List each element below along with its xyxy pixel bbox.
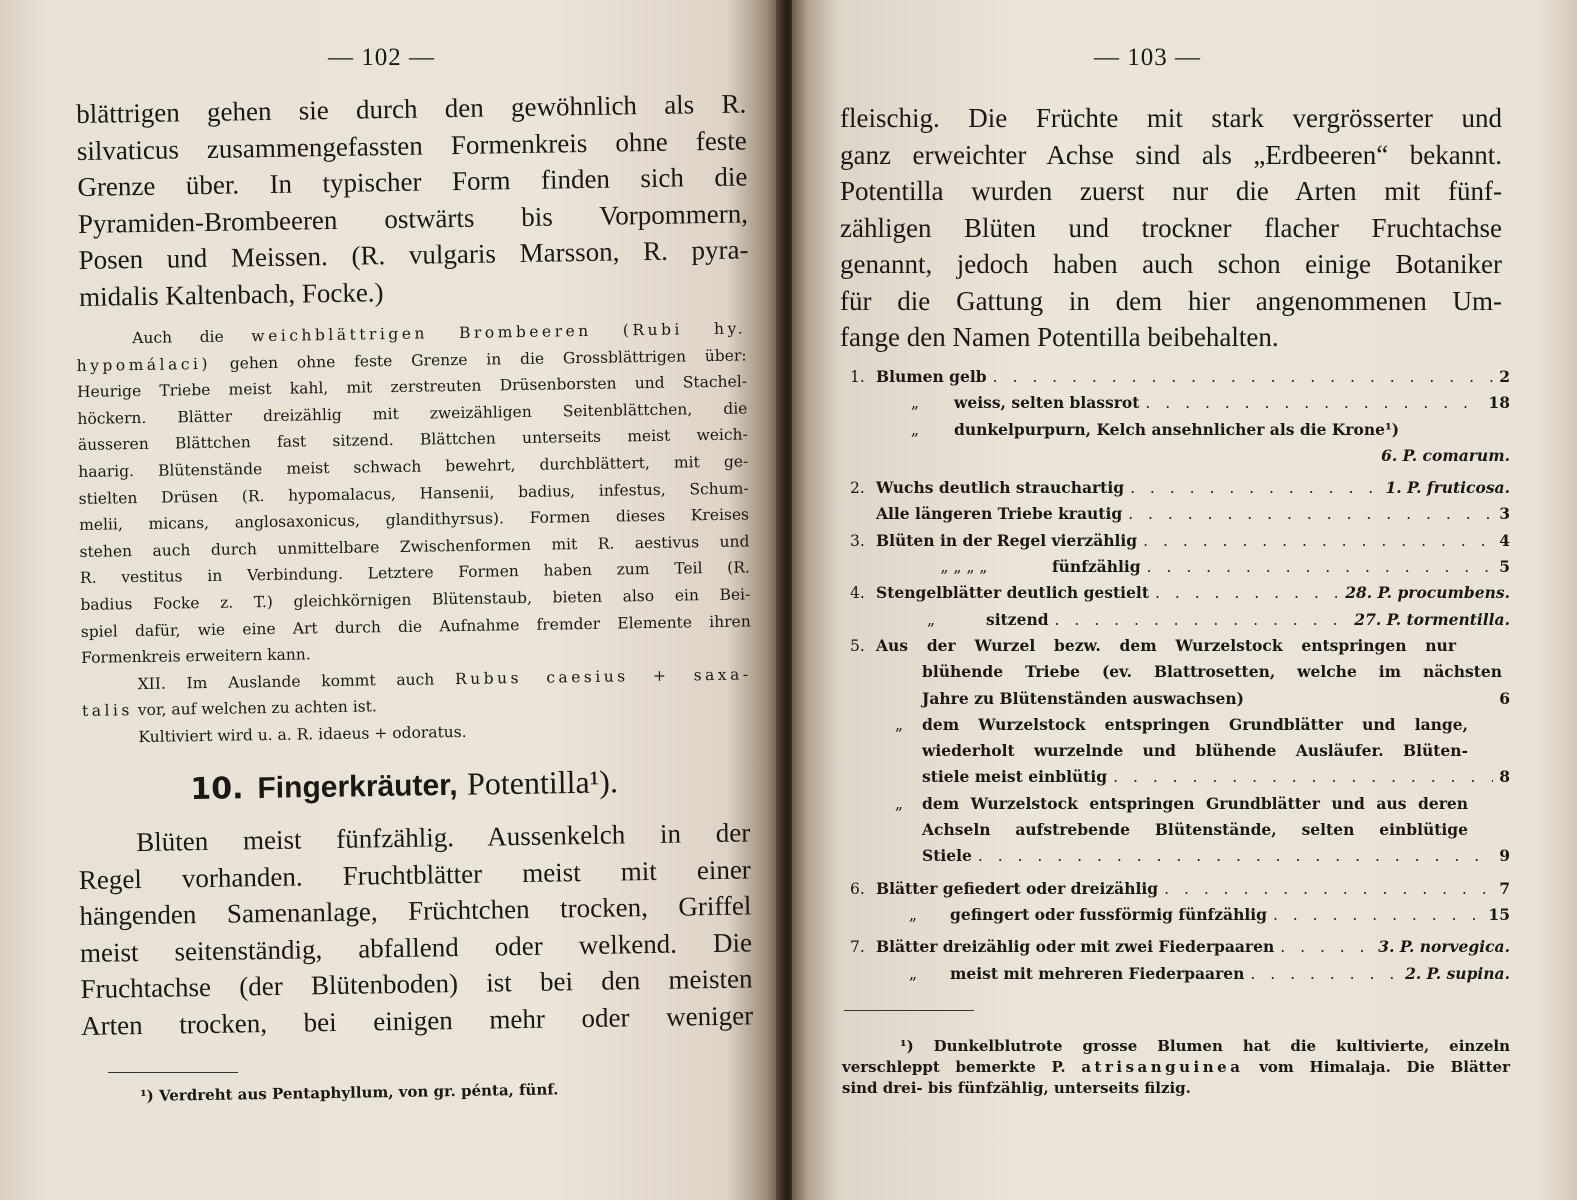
key-target: 4 — [1499, 530, 1510, 550]
leader-dots — [993, 364, 1494, 390]
spaced-text-run: atrisanguinea — [1081, 1058, 1244, 1076]
text-line: blättrigen gehen sie durch den gewöhnlich als R. — [76, 88, 747, 129]
leader-dots — [978, 843, 1493, 869]
key-entry — [850, 501, 1510, 527]
key-number: 3. — [850, 531, 865, 550]
text-line: Formenkreis erweitern kann. — [81, 645, 311, 668]
key-entry — [850, 961, 1510, 987]
key-entry — [850, 902, 1510, 928]
key-text: blühende Triebe (ev. Blattrosetten, welche im nächsten — [922, 662, 1502, 682]
key-entry — [850, 791, 1510, 817]
key-target: 1. P. fruticosa. — [1385, 478, 1510, 498]
key-entry — [850, 633, 1510, 659]
ditto-mark: „ — [910, 394, 920, 413]
text-line: stielten Drüsen (R. hypomalacus, Hansenii, badius, infestus, Schum- — [78, 479, 749, 508]
left-page — [0, 0, 782, 1200]
key-text: Jahre zu Blütenständen auswachsen) — [922, 688, 1244, 708]
key-text: Blumen gelb — [876, 367, 987, 386]
text-line: R. vestitus in Verbindung. Letztere Formen haben zum Teil (R. — [79, 558, 751, 588]
key-target: 9 — [1499, 846, 1510, 866]
key-number: 4. — [850, 584, 865, 603]
ditto-mark: „ — [908, 905, 918, 924]
key-entry — [850, 934, 1510, 960]
key-target: 7 — [1499, 878, 1510, 898]
key-text: dem Wurzelstock entspringen Grundblätter und lange, — [922, 714, 1468, 734]
ditto-mark: „ — [894, 715, 904, 734]
key-entry — [850, 475, 1510, 501]
ditto-mark: „ — [908, 964, 918, 983]
key-text: fünfzählig — [1052, 557, 1141, 577]
right-page — [792, 0, 1577, 1200]
text-line: meist seitenständig, abfallend oder welkend. Die — [79, 926, 753, 968]
leader-dots — [1273, 902, 1482, 928]
key-entry — [850, 712, 1510, 738]
text-line: hängenden Samenanlage, Früchtchen trocken, Griffel — [79, 890, 752, 931]
key-number: 5. — [850, 636, 865, 655]
text-line — [842, 1057, 1510, 1078]
leader-dots — [1164, 876, 1493, 902]
footnote-divider — [844, 1010, 974, 1011]
key-text: Blätter dreizählig oder mit zwei Fiederpaaren — [876, 937, 1275, 957]
key-text: Stengelblätter deutlich gestielt — [876, 583, 1149, 603]
key-target: 2. P. supina. — [1405, 963, 1510, 983]
key-text: weiss, selten blassrot — [954, 393, 1140, 413]
text-line: Potentilla wurden zuerst nur die Arten mit fünf- — [840, 176, 1502, 206]
text-run: gehen ohne feste Grenze in die Grossblättrigen über: — [210, 346, 747, 373]
text-line: Kultiviert wird u. a. R. idaeus + odoratus. — [138, 722, 467, 746]
spaced-text-run: weichblättrigen Brombeeren (Rubi hy. — [251, 319, 747, 346]
text-line: fange den Namen Potentilla beibehalten. — [840, 322, 1279, 352]
key-target: 18 — [1488, 393, 1510, 413]
text-line: ganz erweichter Achse sind als „Erdbeeren“ bekannt. — [840, 139, 1502, 170]
ditto-mark: „ — [894, 794, 904, 813]
key-text: wiederholt wurzelnde und blühende Ausläufer. Blüten- — [922, 741, 1468, 761]
ditto-mark: „ — [910, 420, 920, 439]
ditto-mark: „ „ „ „ — [940, 558, 988, 577]
key-entry — [850, 554, 1510, 580]
leader-dots — [1250, 961, 1399, 987]
text-line: äusseren Blättchen fast sitzend. Blättchen unterseits meist weich- — [77, 425, 748, 455]
text-line: melii, micans, anglosaxonicus, glandithyrsus). Formen dieses Kreises — [78, 505, 750, 535]
leader-dots — [1147, 554, 1494, 580]
soft-leaved-brambles-paragraph — [76, 315, 753, 751]
footnote: ¹) Verdreht aus Pentaphyllum, von gr. pénta, fünf. — [140, 1080, 559, 1105]
footnote — [842, 1036, 1510, 1099]
key-target: 2 — [1499, 367, 1510, 386]
key-entry — [850, 607, 1510, 633]
key-entry — [850, 686, 1510, 712]
key-target: 15 — [1488, 904, 1510, 924]
text-line: silvaticus zusammengefassten Formenkreis ohne feste — [76, 124, 748, 166]
intro-paragraph — [76, 85, 749, 314]
text-line: midalis Kaltenbach, Focke.) — [78, 276, 384, 312]
text-line: haarig. Blütenstände meist schwach bewehrt, durchblättert, mit ge- — [78, 452, 749, 481]
key-number: 6. — [850, 879, 865, 898]
text-line: Heurige Triebe meist kahl, mit zerstreuten Drüsenborsten und Stachel- — [76, 372, 748, 402]
spaced-text-run: Rubus caesius + saxa- — [454, 665, 752, 688]
key-target: 8 — [1499, 767, 1510, 787]
text-line: Grenze über. In typischer Form finden sich die — [77, 161, 748, 202]
leader-dots — [1280, 934, 1372, 960]
key-entry — [850, 843, 1510, 869]
key-entry — [850, 764, 1510, 790]
text-line: Pyramiden-Brombeeren ostwärts bis Vorpommern, — [77, 197, 749, 239]
key-entry — [850, 528, 1510, 554]
page-number: — 103 — — [1094, 44, 1201, 71]
key-target: 6 — [1499, 688, 1510, 708]
key-text: sitzend — [986, 609, 1049, 629]
key-number: 2. — [850, 479, 865, 498]
key-target: 3 — [1499, 504, 1510, 524]
key-number: 1. — [850, 368, 865, 386]
spaced-text-run: hypomálaci) — [76, 354, 212, 375]
text-line: höckern. Blätter dreizählig mit zweizähligen Seitenblättchen, die — [77, 399, 748, 428]
leader-dots — [1143, 528, 1493, 554]
leader-dots — [1130, 475, 1379, 501]
text-run: Auch die — [132, 327, 252, 348]
text-run: XII. Im Auslande kommt auch — [137, 669, 456, 693]
text-run: vom Himalaja. Die Blätter — [1243, 1058, 1510, 1076]
leader-dots — [1145, 390, 1482, 416]
section-latin-name: Potentilla¹). — [466, 763, 619, 802]
leader-dots — [1055, 607, 1349, 633]
text-line: sind drei- bis fünfzählig, unterseits filzig. — [842, 1079, 1191, 1097]
key-target: 3. P. norvegica. — [1378, 937, 1510, 957]
leader-dots — [1155, 580, 1339, 606]
key-text: Blätter gefiedert oder dreizählig — [876, 878, 1159, 898]
key-text: Alle längeren Triebe krautig — [876, 504, 1123, 524]
text-line: badius Focke z. T.) gleichkörnigen Blütenstaub, bieten also ein Bei- — [80, 585, 751, 614]
key-entry — [850, 876, 1510, 902]
key-text: dunkelpurpurn, Kelch ansehnlicher als die Krone¹) — [954, 419, 1400, 439]
leader-dots — [1128, 501, 1493, 527]
genus-description — [78, 814, 753, 1044]
ditto-mark: „ — [926, 610, 936, 629]
key-text: Achseln aufstrebende Blütenstände, selten einblütige — [922, 820, 1468, 840]
spaced-text-run: talis — [81, 701, 134, 721]
text-run: vor, auf welchen zu achten ist. — [132, 697, 377, 720]
page-number: — 102 — — [328, 44, 435, 71]
text-line: Blüten meist fünfzählig. Aussenkelch in der — [136, 817, 751, 858]
key-text: Wuchs deutlich strauchartig — [876, 478, 1125, 498]
identification-key — [850, 364, 1510, 987]
text-line: für die Gattung in dem hier angenommenen Um- — [840, 285, 1502, 316]
key-entry — [850, 364, 1510, 390]
text-line: Fruchtachse (der Blütenboden) ist bei den meisten — [80, 963, 753, 1004]
key-text: meist mit mehreren Fiederpaaren — [950, 963, 1245, 983]
text-line: Arten trocken, bei einigen mehr oder weniger — [80, 999, 754, 1041]
section-number: 10. — [190, 771, 244, 807]
text-line: ¹) Dunkelblutrote grosse Blumen hat die kultivierte, einzeln — [900, 1037, 1510, 1055]
text-line: stehen auch durch unmittelbare Zwischenformen mit R. aestivus und — [79, 532, 750, 561]
key-text: Blüten in der Regel vierzählig — [876, 530, 1138, 550]
text-run: verschleppt bemerkte P. — [842, 1058, 1082, 1076]
key-text: dem Wurzelstock entspringen Grundblätter und aus deren — [922, 793, 1468, 813]
key-target: 27. P. tormentilla. — [1354, 609, 1510, 629]
key-target: 6. P. comarum. — [1381, 445, 1510, 465]
key-entry — [850, 580, 1510, 606]
key-target: 28. P. procumbens. — [1345, 583, 1510, 603]
key-text: stiele meist einblütig — [922, 767, 1108, 787]
text-line: Regel vorhanden. Fruchtblätter meist mit einer — [78, 853, 752, 895]
text-line: fleischig. Die Früchte mit stark vergrösserter und — [840, 103, 1502, 133]
text-line: zähligen Blüten und trockner flacher Fruchtachse — [840, 212, 1502, 243]
key-number: 7. — [850, 938, 865, 957]
text-line: Posen und Meissen. (R. vulgaris Marsson, R. pyra- — [78, 234, 749, 275]
key-text: Aus der Wurzel bezw. dem Wurzelstock entspringen nur — [876, 635, 1456, 655]
key-target: 5 — [1499, 557, 1510, 577]
key-entry — [850, 417, 1510, 443]
footnote-divider — [108, 1072, 238, 1073]
key-entry — [850, 390, 1510, 416]
key-text: Stiele — [922, 846, 972, 866]
key-text: gefingert oder fussförmig fünfzählig — [950, 904, 1267, 924]
leader-dots — [1113, 764, 1493, 790]
section-name: Fingerkräuter, — [257, 768, 458, 805]
intro-paragraph — [840, 100, 1502, 356]
text-line: genannt, jedoch haben auch schon einige Botaniker — [840, 249, 1502, 279]
section-heading — [190, 763, 618, 807]
text-line: spiel dafür, wie eine Art durch die Aufnahme fremder Elemente ihren — [80, 611, 751, 641]
